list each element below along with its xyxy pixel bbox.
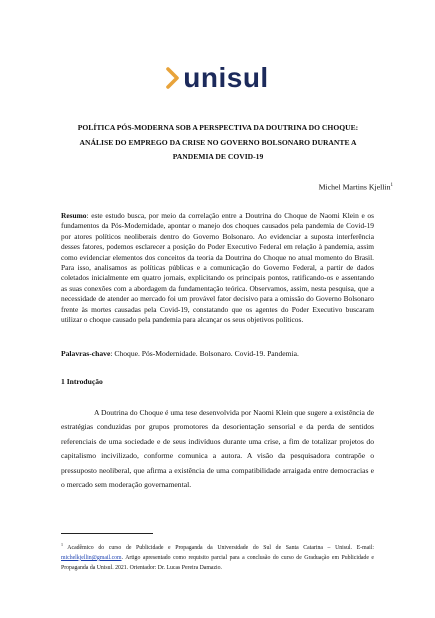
section-heading: 1 Introdução xyxy=(61,377,103,386)
author-name-text: Michel Martins Kjellin xyxy=(318,182,391,192)
keywords xyxy=(61,349,374,359)
footnote-divider xyxy=(61,533,153,534)
author-email-link[interactable]: michelkjellin@gmail.com xyxy=(61,554,122,561)
footnote-text-after: . Artigo apresentado como requisito parcial para a conclusão do curso de Graduação em Publicidade e Propaganda da Unisul. 2021. Orientador: Dr. Lucas Pereira Damazio. xyxy=(61,554,374,571)
unisul-logo xyxy=(0,64,435,92)
footnote-text-before: Acadêmico do curso de Publicidade e Propaganda da Universidade do Sul de Santa Catarina – Unisul. E-mail: xyxy=(63,544,374,551)
chevron-logo-icon xyxy=(166,67,180,89)
author-footnote-mark[interactable]: 1 xyxy=(390,183,393,188)
author-name xyxy=(319,181,393,193)
keywords-text: : Choque. Pós-Modernidade. Bolsonaro. Covid-19. Pandemia. xyxy=(110,349,299,358)
footnote-mark: 1 xyxy=(61,542,63,547)
title-line-3: PANDEMIA DE COVID-19 xyxy=(172,152,264,161)
logo-text: unisul xyxy=(183,62,269,93)
paper-title xyxy=(60,121,376,165)
abstract-text: : este estudo busca, por meio da correlação entre a Doutrina do Choque de Naomi Klein e os fundamentos da Pós-Modernidade, apontar o manejo dos choques causados pela pandemia de Covid-19 por atores políticos neoliberais dentro do Governo Bolsonaro. Ao evidenciar a suposta interferência desses fatores, podemos esclarecer a posição do Poder Executivo Federal em relação à pandemia, assim como evidenciar elementos dos conceitos da teoria da Doutrina do Choque no atual momento do Brasil. Para isso, analisamos as políticas públicas e a comunicação do Governo Federal, a partir de dados coletados inicialmente em quatro jornais, explicitando os principais pontos, ratificando-os e assentando as suas conexões com a abordagem da fundamentação teórica. Observamos, assim, nesta pesquisa, que a necessidade de atender ao mercado foi um provável fator decisivo para a omissão do Governo Bolsonaro frente às mortes causadas pela Covid-19, constatando que os agentes do Poder Executivo buscaram utilizar o choque causado pela pandemia para alcançar os seus objetivos políticos. xyxy=(61,211,374,325)
title-line-1: POLÍTICA PÓS-MODERNA SOB A PERSPECTIVA DA DOUTRINA DO CHOQUE: xyxy=(77,123,359,132)
footnote xyxy=(61,540,374,573)
abstract xyxy=(61,211,374,325)
intro-paragraph: A Doutrina do Choque é uma tese desenvolvida por Naomi Klein que sugere a existência de estratégias conduzidas por grupos promotores da desorientação sensorial e da perda de sentidos referenciais de uma sociedade e de seus indivíduos durante uma crise, a fim de totalizar projetos do capitalismo incivilizado, conforme comunica a autora. A visão da pesquisadora contrapõe o pressuposto neoliberal, que afirma a existência de uma compatibilidade arraigada entre democracias e o mercado sem moderação governamental. xyxy=(61,408,374,490)
title-line-2: ANÁLISE DO EMPREGO DA CRISE NO GOVERNO BOLSONARO DURANTE A xyxy=(79,137,357,147)
keywords-label: Palavras-chave xyxy=(61,349,111,358)
abstract-label: Resumo xyxy=(61,211,87,220)
